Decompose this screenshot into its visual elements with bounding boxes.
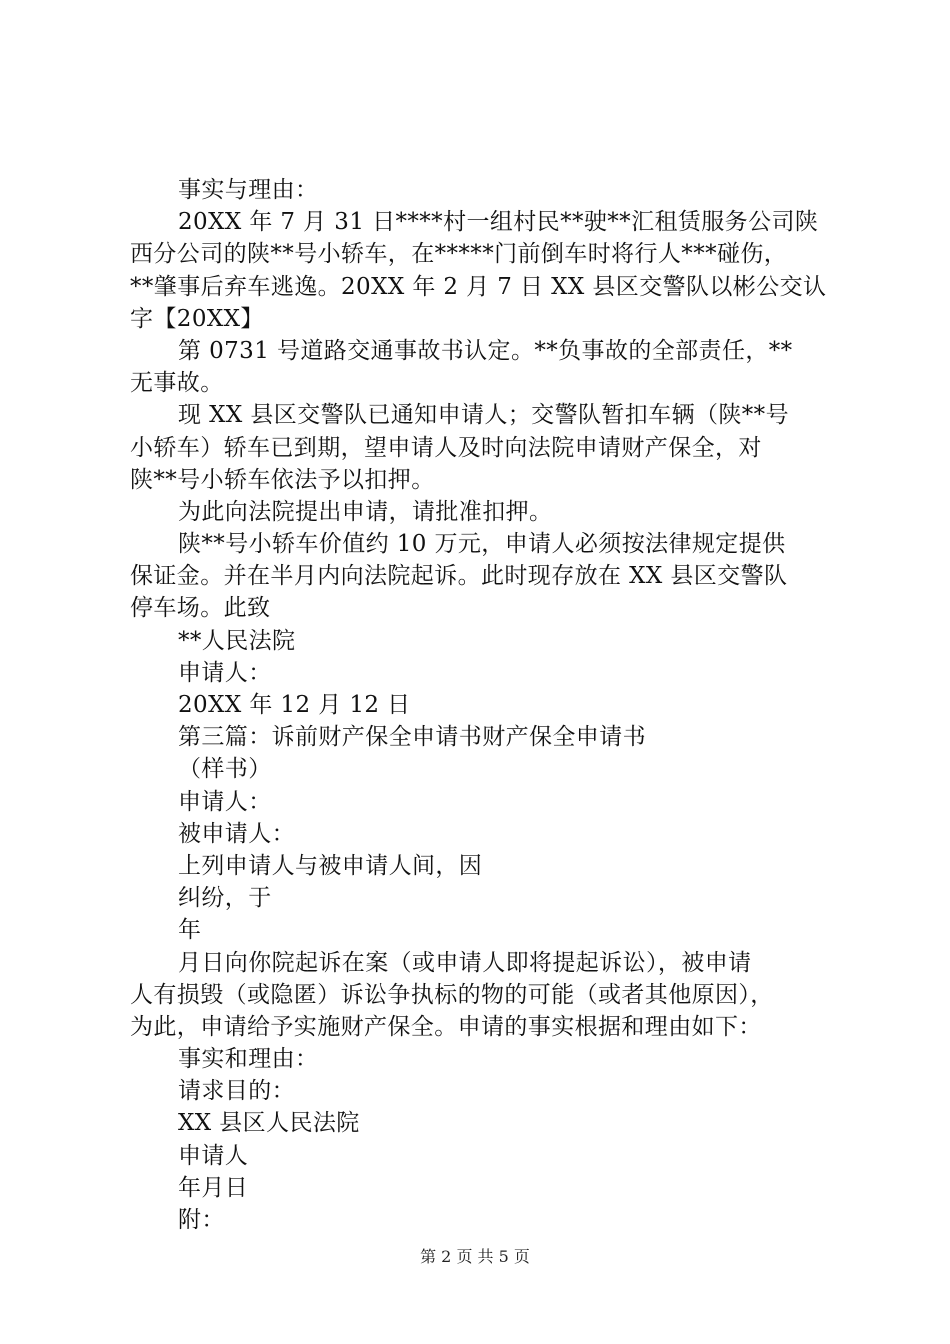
text-line: 被申请人： xyxy=(178,820,295,847)
text-line: 停车场。此致 xyxy=(130,595,271,622)
text-line: 年 xyxy=(178,917,202,944)
text-line: 第三篇：诉前财产保全申请书财产保全申请书 xyxy=(178,724,646,751)
text-line: 请求目的： xyxy=(178,1078,295,1105)
text-line: 陕**号小轿车依法予以扣押。 xyxy=(130,466,435,493)
text-line: 申请人 xyxy=(178,1142,249,1169)
text-line: 人有损毁（或隐匿）诉讼争执标的物的可能（或者其他原因）， xyxy=(130,981,774,1008)
document-body xyxy=(130,174,840,1236)
text-line: 现 XX 县区交警队已通知申请人；交警队暂扣车辆（陕**号 xyxy=(178,402,789,429)
text-line: 事实和理由： xyxy=(178,1046,319,1073)
text-line: 陕**号小轿车价值约 10 万元，申请人必须按法律规定提供 xyxy=(178,531,786,558)
text-line: 纠纷，于 xyxy=(178,885,272,912)
text-line: 小轿车）轿车已到期，望申请人及时向法院申请财产保全，对 xyxy=(130,434,762,461)
text-line: 上列申请人与被申请人间，因 xyxy=(178,852,483,879)
text-line: 为此，申请给予实施财产保全。申请的事实根据和理由如下： xyxy=(130,1013,762,1040)
text-line: 事实与理由： xyxy=(178,177,319,203)
text-line: **人民法院 xyxy=(178,627,296,654)
text-line: 申请人： xyxy=(178,788,272,815)
text-line: 字【20XX】 xyxy=(130,305,264,332)
text-line: 月日向你院起诉在案（或申请人即将提起诉讼），被申请 xyxy=(178,949,752,976)
text-line: 无事故。 xyxy=(130,370,224,397)
text-line: 年月日 xyxy=(178,1174,249,1201)
text-line: 西分公司的陕**号小轿车，在*****门前倒车时将行人***碰伤， xyxy=(130,241,788,268)
text-line: **肇事后弃车逃逸。20XX 年 2 月 7 日 XX 县区交警队以彬公交认 xyxy=(130,273,827,300)
text-line: 20XX 年 12 月 12 日 xyxy=(178,692,411,718)
text-line: 申请人： xyxy=(178,659,272,686)
text-line: XX 县区人民法院 xyxy=(178,1110,360,1137)
text-line: 附： xyxy=(178,1207,225,1233)
text-line: 20XX 年 7 月 31 日****村一组村民**驶**汇租赁服务公司陕 xyxy=(178,209,819,236)
page-footer: 第 2 页 共 5 页 xyxy=(420,1247,530,1266)
text-line: 保证金。并在半月内向法院起诉。此时现存放在 XX 县区交警队 xyxy=(130,563,788,590)
text-line: 第 0731 号道路交通事故书认定。**负事故的全部责任，** xyxy=(178,337,793,364)
text-line: 为此向法院提出申请，请批准扣押。 xyxy=(178,498,553,525)
text-line: （样书） xyxy=(178,756,272,783)
